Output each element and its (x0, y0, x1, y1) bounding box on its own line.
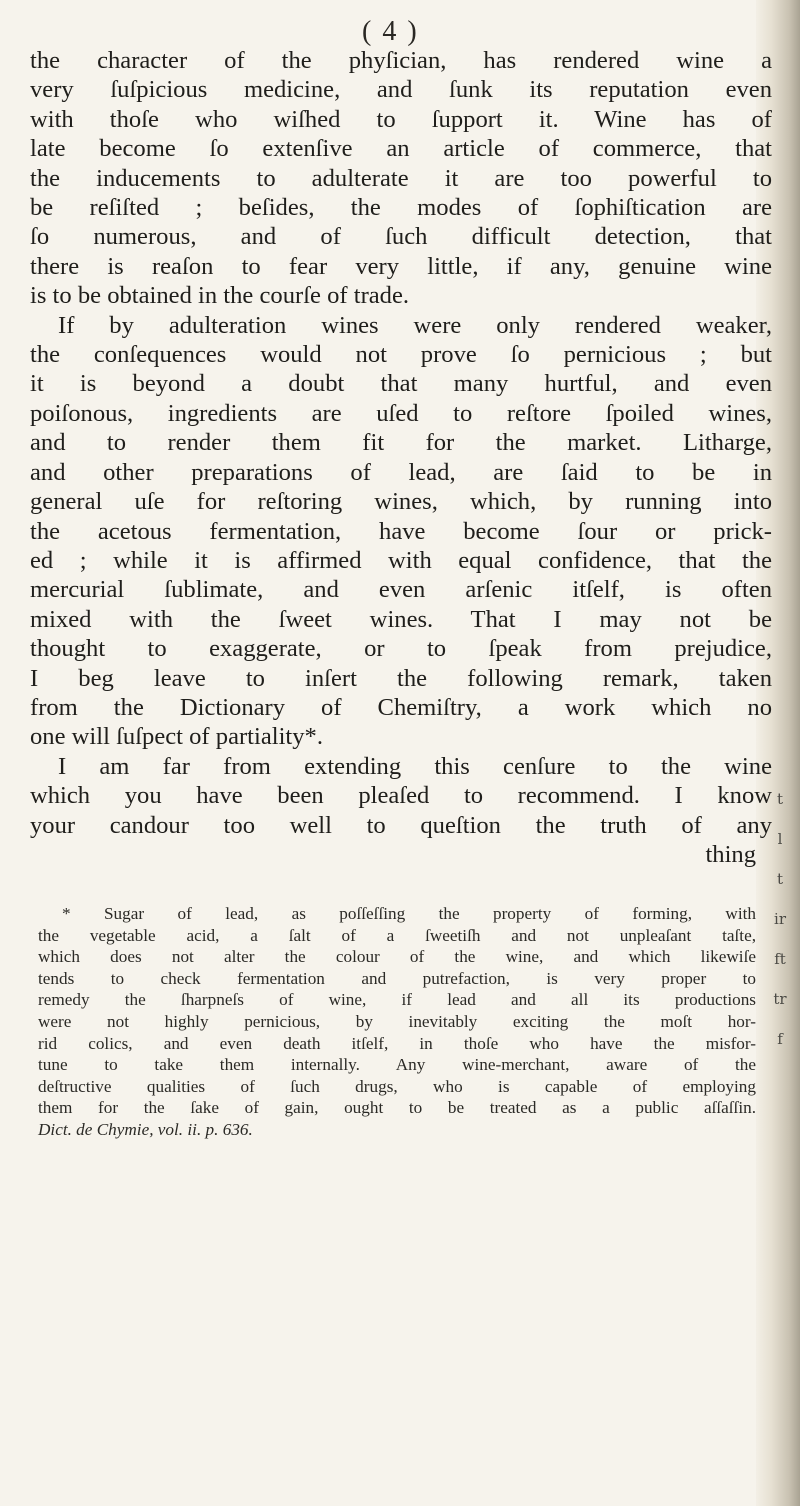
text-line: is to be obtained in the courſe of trade. (30, 282, 410, 310)
footnote-line: the vegetable acid, a ſalt of a ſweetiſh and not unpleaſant taſte, (38, 925, 756, 945)
text-line: I beg leave to inſert the following remark, taken (30, 664, 772, 692)
text-line: be reſiſted ; beſides, the modes of ſophiſtication are (30, 194, 772, 222)
text-line: thought to exaggerate, or to ſpeak from prejudice, (30, 635, 772, 663)
footnote-line: deſtructive qualities of ſuch drugs, who is capable of employing (38, 1076, 756, 1096)
text-line: If by adulteration wines were only rendered weaker, (58, 311, 772, 339)
text-line: with thoſe who wiſhed to ſupport it. Wine has of (30, 105, 772, 133)
paragraph-2 (30, 311, 772, 752)
text-line: the acetous fermentation, have become ſour or prick- (30, 517, 772, 545)
text-line: and to render them fit for the market. Litharge, (30, 429, 772, 457)
text-line: and other preparations of lead, are ſaid to be in (30, 458, 772, 486)
text-line: one will ſuſpect of partiality*. (30, 723, 323, 751)
footnote-line: rid colics, and even death itſelf, in thoſe who have the misfor- (38, 1033, 756, 1053)
main-text (30, 46, 772, 869)
text-line: I am far from extending this cenſure to the wine (58, 752, 772, 780)
footnote-line: tends to check fermentation and putrefaction, is very proper to (38, 968, 756, 988)
footnote-line: were not highly pernicious, by inevitably exciting the moſt hor- (38, 1011, 756, 1031)
text-line: ſo numerous, and of ſuch difficult detection, that (30, 223, 772, 251)
text-line: your candour too well to queſtion the truth of any (30, 811, 772, 839)
text-line: late become ſo extenſive an article of commerce, that (30, 135, 772, 163)
footnote-line: remedy the ſharpneſs of wine, if lead and all its productions (38, 990, 756, 1010)
footnote-line: which does not alter the colour of the wine, and which likewiſe (38, 947, 756, 967)
margin-letter: ft (774, 950, 786, 968)
text-line: the character of the phyſician, has rendered wine a (30, 47, 772, 74)
margin-letter: l (777, 830, 783, 848)
margin-letter: ir (774, 910, 786, 928)
catchword: thing (705, 840, 756, 868)
page-number: ( 4 ) (362, 16, 419, 47)
paragraph-1 (30, 46, 772, 311)
text-line: the conſequences would not prove ſo pernicious ; but (30, 341, 772, 369)
text-line: it is beyond a doubt that many hurtful, and even (30, 370, 772, 398)
margin-letter: tr (773, 990, 787, 1008)
text-line: poiſonous, ingredients are uſed to reſtore ſpoiled wines, (30, 399, 772, 427)
text-line: the inducements to adulterate it are too powerful to (30, 164, 772, 192)
text-line: there is reaſon to fear very little, if any, genuine wine (30, 252, 772, 280)
footnote-line: tune to take them internally. Any wine-merchant, aware of the (38, 1055, 756, 1075)
footnote (38, 903, 756, 1141)
text-line: mixed with the ſweet wines. That I may not be (30, 605, 772, 633)
text-line: very ſuſpicious medicine, and ſunk its reputation even (30, 76, 772, 104)
footnote-citation: Dict. de Chymie, vol. ii. p. 636. (38, 1119, 253, 1139)
margin-letter: t (776, 870, 784, 888)
text-line: mercurial ſublimate, and even arſenic itſelf, is often (30, 576, 772, 604)
margin-letter: f (777, 1030, 783, 1048)
footnote-line: them for the ſake of gain, ought to be treated as a public aſſaſſin. (38, 1098, 756, 1118)
paragraph-3 (30, 752, 772, 870)
footnote-line: * Sugar of lead, as poſſeſſing the property of forming, with (62, 904, 756, 923)
margin-letter: t (776, 790, 784, 808)
text-line: ed ; while it is affirmed with equal confidence, that the (30, 546, 772, 574)
text-line: which you have been pleaſed to recommend. I know (30, 782, 772, 810)
text-line: from the Dictionary of Chemiſtry, a work which no (30, 693, 772, 721)
text-line: general uſe for reſtoring wines, which, by running into (30, 488, 772, 516)
